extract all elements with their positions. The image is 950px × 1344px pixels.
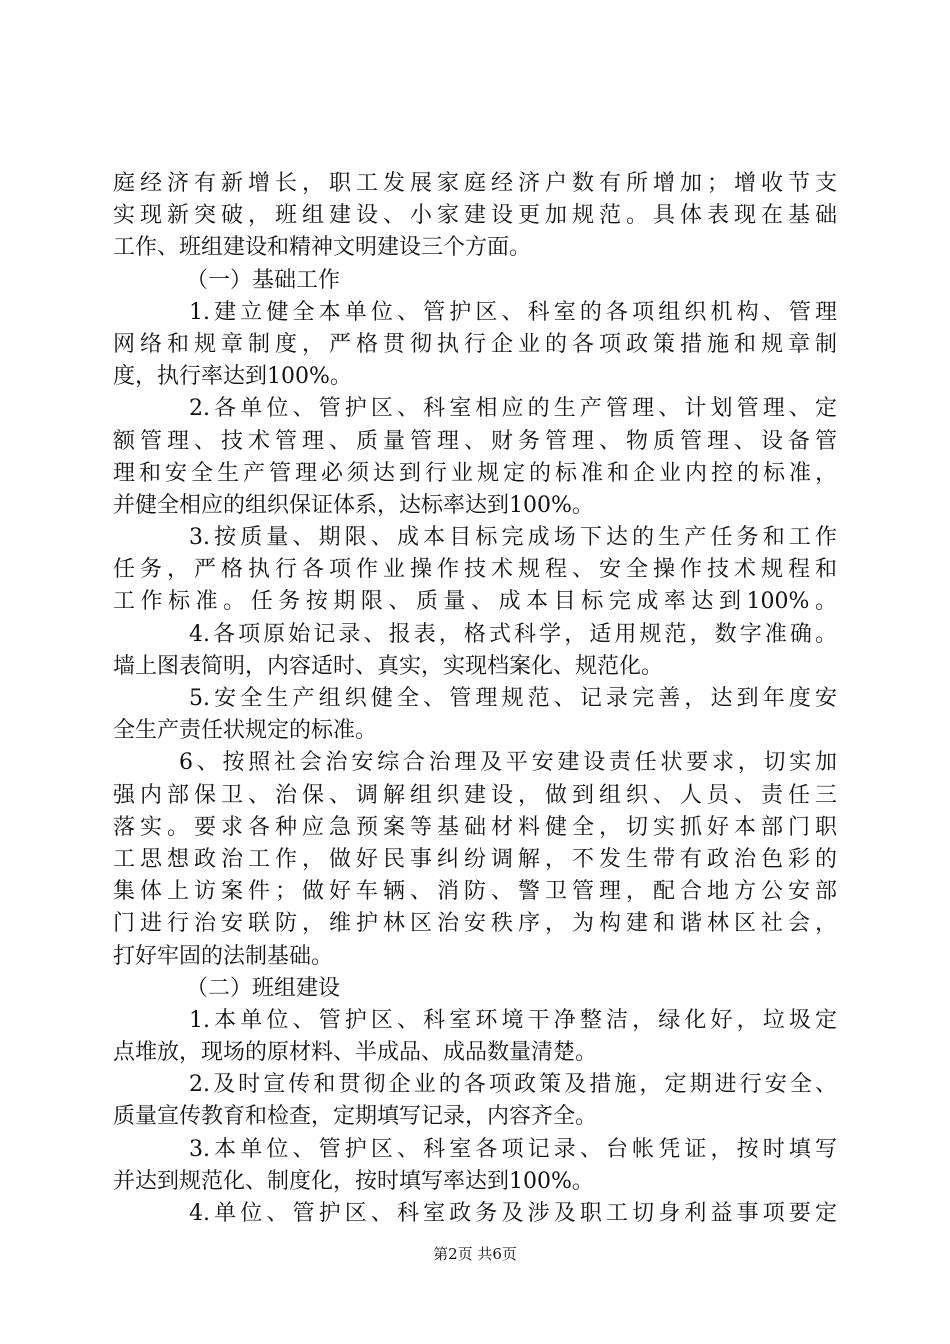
text-line: 3.按质量、期限、成本目标完成场下达的生产任务和工作 bbox=[189, 525, 837, 551]
text-line: 全生产责任状规定的标准。 bbox=[113, 718, 378, 744]
text-line: 门进行治安联防，维护林区治安秩序，为构建和谐林区社会， bbox=[113, 911, 837, 937]
text-line: 点堆放，现场的原材料、半成品、成品数量清楚。 bbox=[113, 1040, 598, 1066]
text-line: 打好牢固的法制基础。 bbox=[113, 943, 334, 969]
text-line: 6、按照社会治安综合治理及平安建设责任状要求，切实加 bbox=[179, 750, 837, 776]
text-line: 集体上访案件；做好车辆、消防、警卫管理，配合地方公安部 bbox=[113, 879, 837, 905]
document-body bbox=[113, 168, 837, 1230]
text-line: 4.各项原始记录、报表，格式科学，适用规范，数字准确。 bbox=[189, 621, 837, 647]
text-line: 额管理、技术管理、质量管理、财务管理、物质管理、设备管 bbox=[113, 428, 837, 454]
text-line: 并健全相应的组织保证体系，达标率达到100%。 bbox=[113, 492, 594, 518]
text-line: 工作、班组建设和精神文明建设三个方面。 bbox=[113, 235, 532, 261]
text-line: 3.本单位、管护区、科室各项记录、台帐凭证，按时填写 bbox=[189, 1136, 837, 1162]
text-line: 落实。要求各种应急预案等基础材料健全，切实抓好本部门职 bbox=[113, 814, 837, 840]
text-line: 5.安全生产组织健全、管理规范、记录完善，达到年度安 bbox=[189, 686, 837, 711]
text-line: 2.各单位、管护区、科室相应的生产管理、计划管理、定 bbox=[189, 396, 837, 422]
text-line: 4.单位、管护区、科室政务及涉及职工切身利益事项要定 bbox=[189, 1201, 837, 1226]
text-line: 强内部保卫、治保、调解组织建设，做到组织、人员、责任三 bbox=[113, 782, 837, 808]
text-line: 庭经济有新增长，职工发展家庭经济户数有所增加；增收节支 bbox=[113, 171, 837, 196]
text-line: 工作标准。任务按期限、质量、成本目标完成率达到100%。 bbox=[113, 589, 837, 615]
text-line: 2.及时宣传和贯彻企业的各项政策及措施，定期进行安全、 bbox=[189, 1072, 837, 1098]
text-line: 实现新突破，班组建设、小家建设更加规范。具体表现在基础 bbox=[113, 203, 837, 229]
text-line: 网络和规章制度，严格贯彻执行企业的各项政策措施和规章制 bbox=[113, 331, 837, 357]
text-line: 任务，严格执行各项作业操作技术规程、安全操作技术规程和 bbox=[113, 557, 837, 583]
page-number-footer: 第2页 共6页 bbox=[433, 1245, 517, 1263]
text-line: 理和安全生产管理必须达到行业规定的标准和企业内控的标准， bbox=[113, 460, 837, 486]
text-line: 工思想政治工作，做好民事纠纷调解，不发生带有政治色彩的 bbox=[113, 846, 837, 872]
section-heading: （二）班组建设 bbox=[186, 975, 341, 1001]
text-line: 1.建立健全本单位、管护区、科室的各项组织机构、管理 bbox=[189, 299, 837, 325]
text-line: 质量宣传教育和检查，定期填写记录，内容齐全。 bbox=[113, 1104, 598, 1130]
text-line: 墙上图表简明，内容适时、真实，实现档案化、规范化。 bbox=[113, 653, 664, 679]
text-line: 1.本单位、管护区、科室环境干净整洁，绿化好，垃圾定 bbox=[189, 1007, 837, 1033]
section-heading: （一）基础工作 bbox=[186, 267, 341, 293]
text-line: 度，执行率达到100%。 bbox=[113, 364, 352, 390]
text-line: 并达到规范化、制度化，按时填写率达到100%。 bbox=[113, 1168, 594, 1194]
